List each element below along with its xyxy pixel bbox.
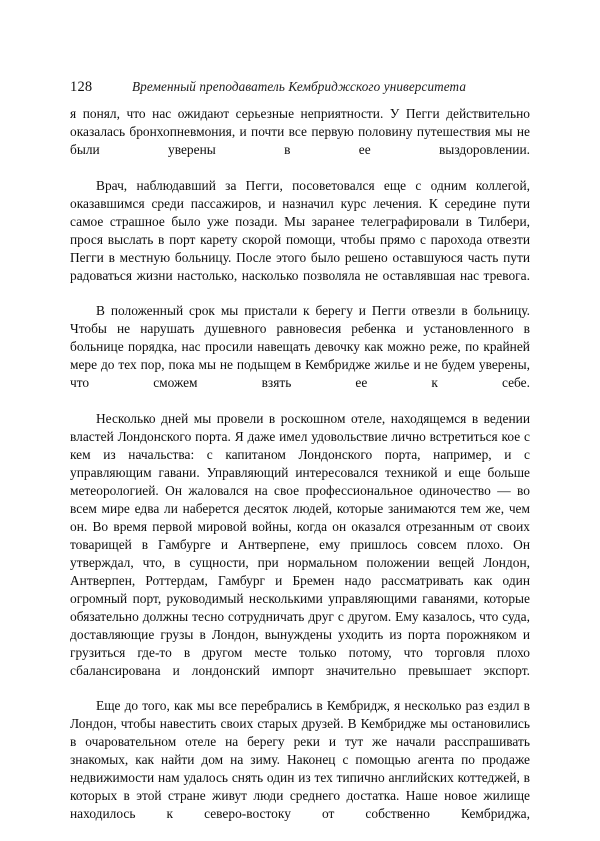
body-text-block — [70, 105, 530, 841]
paragraph: Врач, наблюдавший за Пегги, посоветовался еще с одним коллегой, оказавшимся среди пассажиров, и назначил курс лечения. К середине пути самое страшное было уже позади. Мы заранее телеграфировали в Тилбери, прося выслать в порт карету скорой помощи, чтобы прямо с парохода отвезти Пегги в местную больницу. После этого было решено оставшуюся часть пути радоваться жизни настолько, насколько позволяла не оставлявшая нас тревога. — [70, 177, 530, 283]
page-number: 128 — [70, 79, 93, 95]
paragraph: В положенный срок мы пристали к берегу и Пегги отвезли в больницу. Чтобы не нарушать душевного равновесия ребенка и установленного в больнице порядка, нас просили навещать девочку как можно реже, по крайней мере до тех пор, пока мы не подыщем в Кембридже жилье и не будем уверены, что сможем взять ее к себе. — [70, 303, 530, 391]
paragraph: Несколько дней мы провели в роскошном отеле, находящемся в ведении властей Лондонского порта. Я даже имел удовольствие лично встретиться кое с кем из начальства: с капитаном Лондонского порта, например, и с управляющим гавани. Управляющий интересовался техникой и еще больше метеорологией. Он жаловался на свое профессиональное одиночество — во всем мире едва ли наберется десяток людей, которые занимаются тем же, чем он. Во время первой мировой войны, когда он оказался отрезанным от своих товарищей в Гамбурге и Антверпене, ему пришлось совсем плохо. Он утверждал, что, в сущности, при нормальном положении вещей Лондон, Антверпен, Роттердам, Гамбург и Бремен надо рассматривать как один огромный порт, руководимый несколькими управляющими гаванями, которые обязательно должны тесно сотрудничать друг с другом. Ему казалось, что суда, доставляющие грузы в Лондон, вынуждены уходить из порта порожняком и грузиться где-то в другом месте только потому, что торговля плохо сбалансирована и лондонский импорт значительно превышает экспорт. — [70, 411, 530, 678]
running-head-title: Временный преподаватель Кембриджского университета — [132, 79, 467, 94]
paragraph: я понял, что нас ожидают серьезные неприятности. У Пегги действительно оказалась бронхопневмония, и почти все первую половину путешествия мы не были уверены в ее выздоровлении. — [70, 106, 530, 157]
running-head — [70, 78, 530, 98]
paragraph: Еще до того, как мы все перебрались в Кембридж, я несколько раз ездил в Лондон, чтобы навестить своих старых друзей. В Кембридже мы остановились в очаровательном отеле на берегу реки и тут же начали расспрашивать знакомых, как найти дом на зиму. Наконец с помощью агента по продаже недвижимости нам удалось снять один из тех типично английских коттеджей, в которых в этой стране живут люди среднего достатка. Наше новое жилище находилось к северо-востоку от собственно Кембриджа, — [70, 698, 530, 822]
